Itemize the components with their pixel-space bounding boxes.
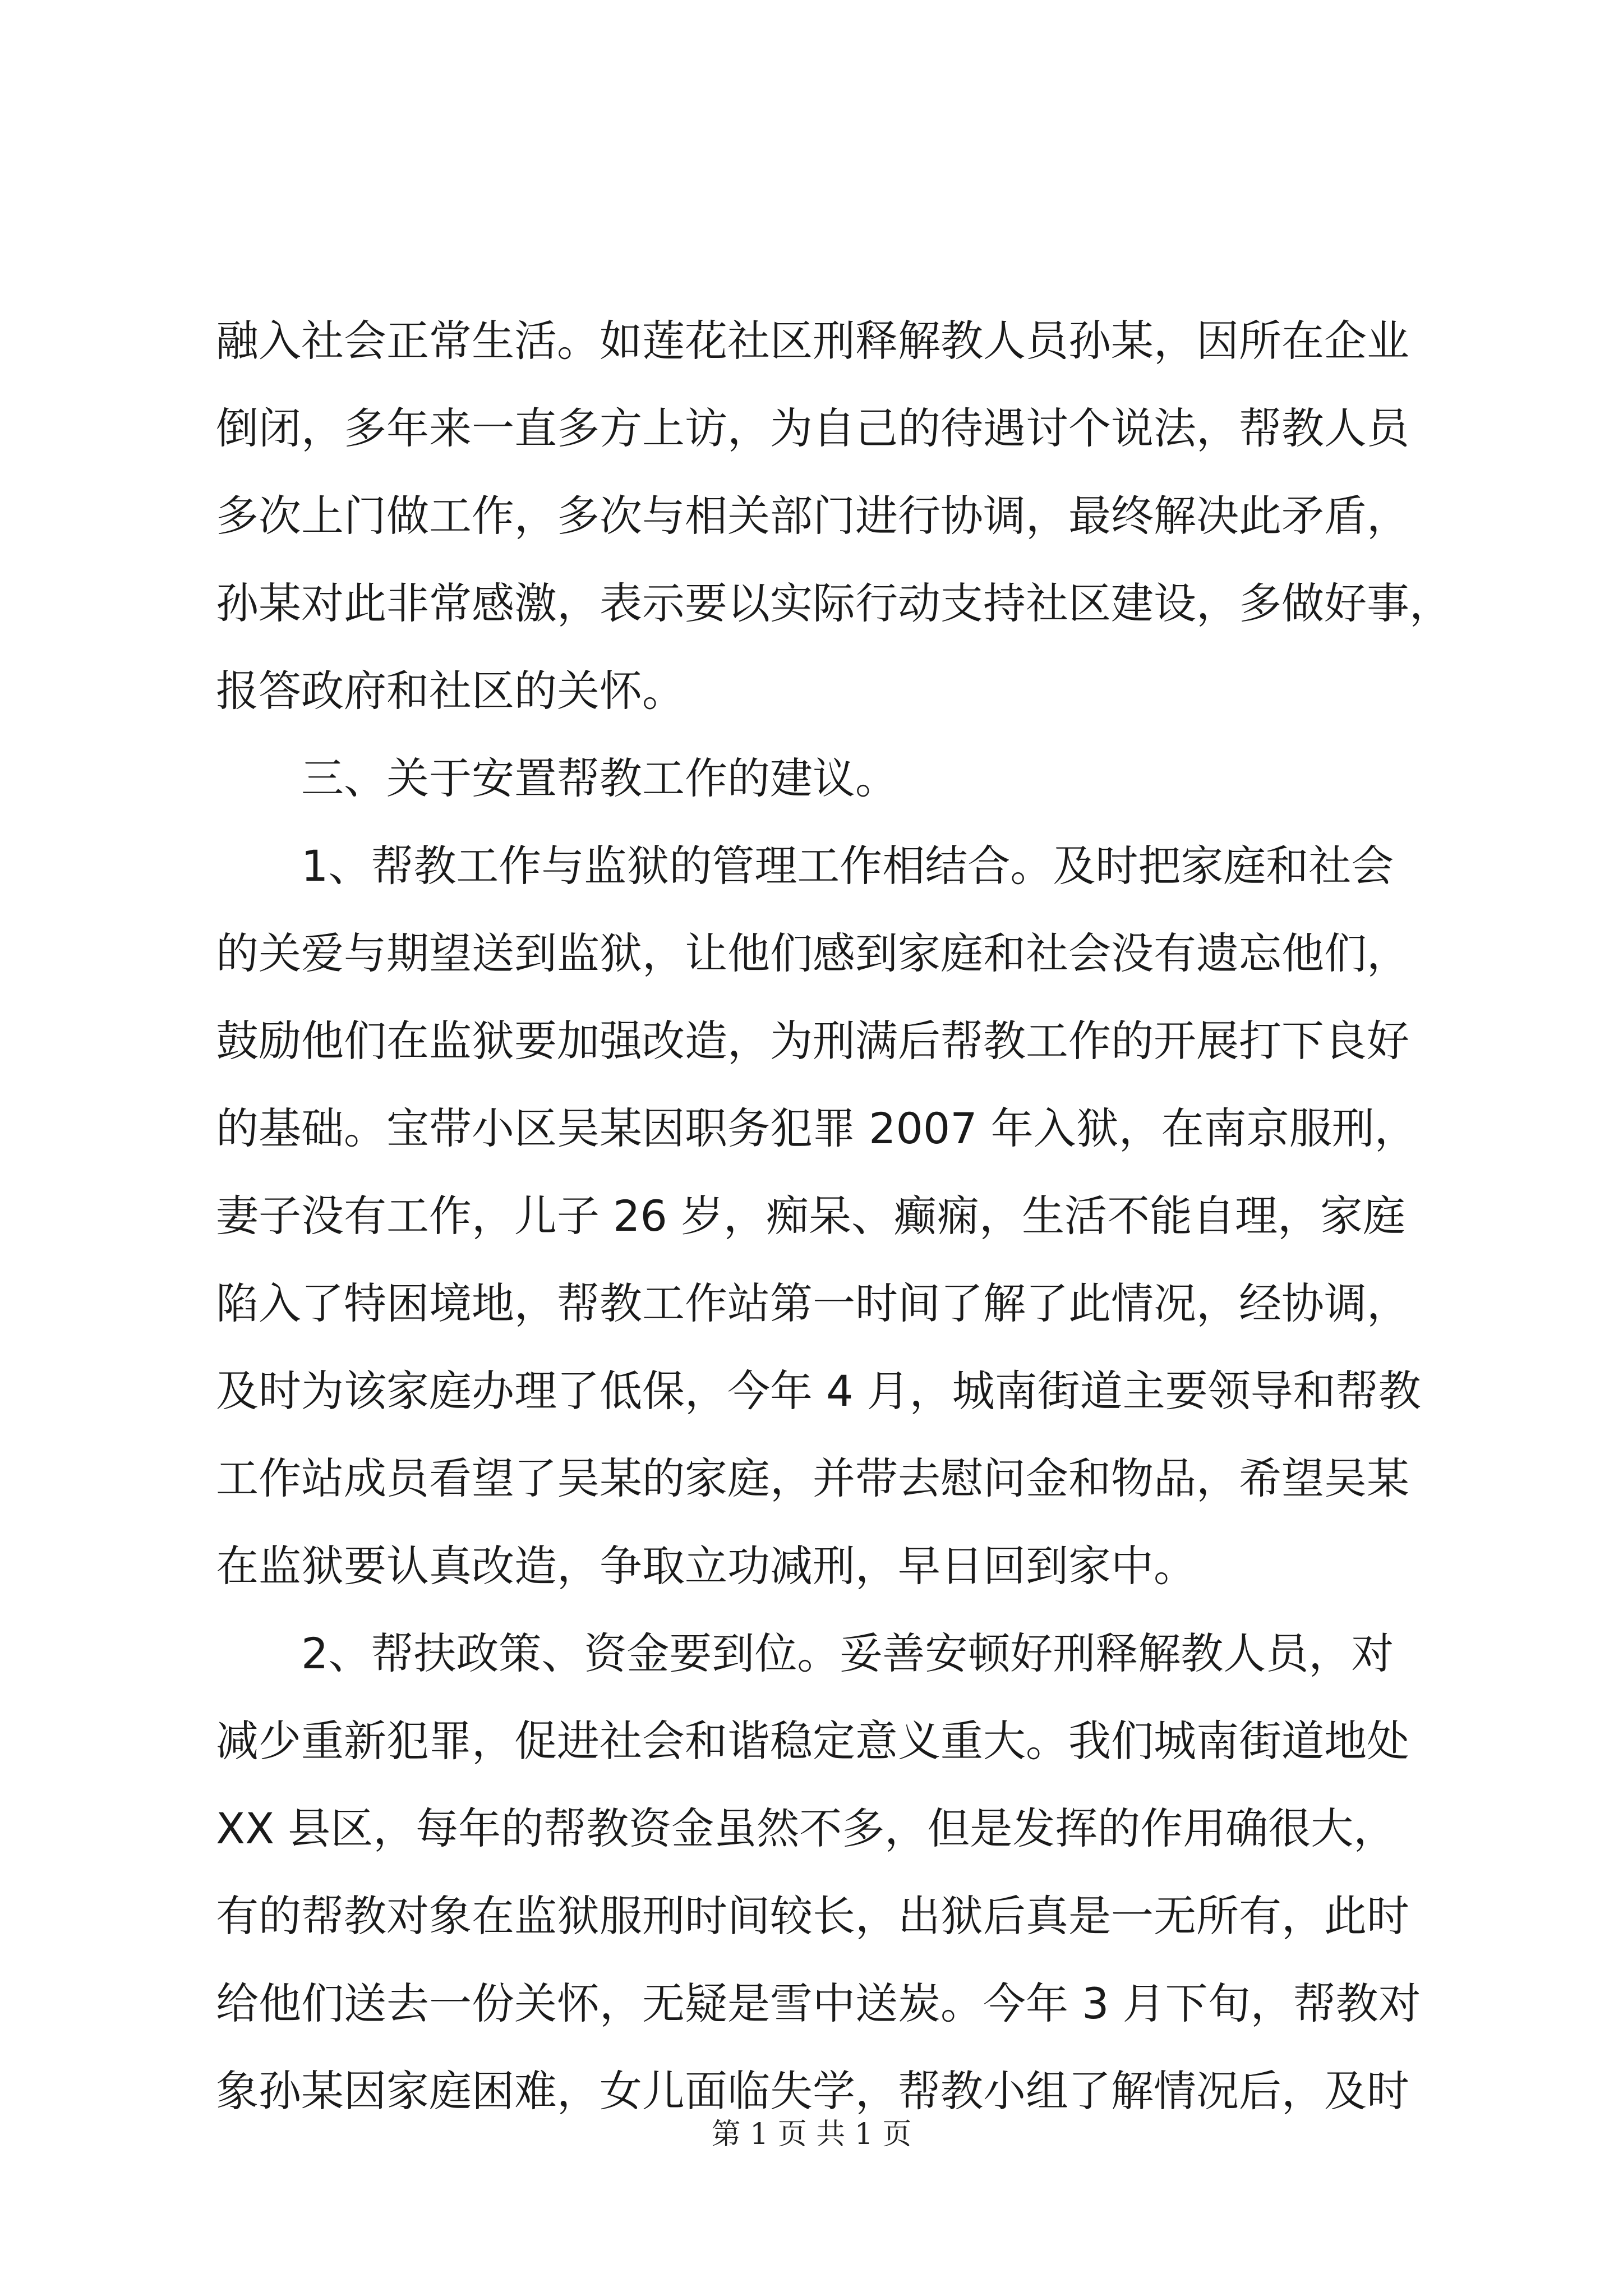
document-body — [216, 297, 1452, 2135]
text-line: 孙某对此非常感激，表示要以实际行动支持社区建设，多做好事， — [216, 578, 1452, 628]
text-line: 倒闭，多年来一直多方上访，为自己的待遇讨个说法，帮教人员 — [216, 403, 1409, 453]
text-line: 给他们送去一份关怀，无疑是雪中送炭。今年 3 月下旬，帮教对 — [216, 1978, 1421, 2028]
text-line: 多次上门做工作，多次与相关部门进行协调，最终解决此矛盾， — [216, 491, 1409, 541]
text-line: 报答政府和社区的关怀。 — [216, 666, 685, 716]
text-line: XX 县区，每年的帮教资金虽然不多，但是发挥的作用确很大， — [216, 1803, 1396, 1853]
text-line: 象孙某因家庭困难，女儿面临失学，帮教小组了解情况后，及时 — [216, 2066, 1409, 2116]
text-line: 妻子没有工作，儿子 26 岁，痴呆、癫痫，生活不能自理，家庭 — [216, 1191, 1406, 1241]
text-line: 陷入了特困境地，帮教工作站第一时间了解了此情况，经协调， — [216, 1278, 1409, 1328]
section-heading: 三、关于安置帮教工作的建议。 — [301, 753, 898, 803]
page-number-footer: 第 1 页 共 1 页 — [711, 2118, 912, 2151]
text-line: 及时为该家庭办理了低保，今年 4 月，城南街道主要领导和帮教 — [216, 1366, 1421, 1416]
text-line: 融入社会正常生活。如莲花社区刑释解教人员孙某，因所在企业 — [216, 316, 1409, 366]
text-line: 鼓励他们在监狱要加强改造，为刑满后帮教工作的开展打下良好 — [216, 1016, 1409, 1066]
text-line: 的关爱与期望送到监狱，让他们感到家庭和社会没有遗忘他们， — [216, 928, 1409, 978]
text-line: 工作站成员看望了吴某的家庭，并带去慰问金和物品，希望吴某 — [216, 1453, 1409, 1503]
text-line: 的基础。宝带小区吴某因职务犯罪 2007 年入狱，在南京服刑， — [216, 1103, 1417, 1153]
text-line: 减少重新犯罪，促进社会和谐稳定意义重大。我们城南街道地处 — [216, 1716, 1409, 1766]
paragraph-start: 2、帮扶政策、资金要到位。妥善安顿好刑释解教人员，对 — [301, 1628, 1394, 1678]
text-line: 有的帮教对象在监狱服刑时间较长，出狱后真是一无所有，此时 — [216, 1891, 1409, 1941]
text-line: 在监狱要认真改造，争取立功减刑，早日回到家中。 — [216, 1541, 1196, 1591]
paragraph-start: 1、帮教工作与监狱的管理工作相结合。及时把家庭和社会 — [301, 841, 1394, 891]
